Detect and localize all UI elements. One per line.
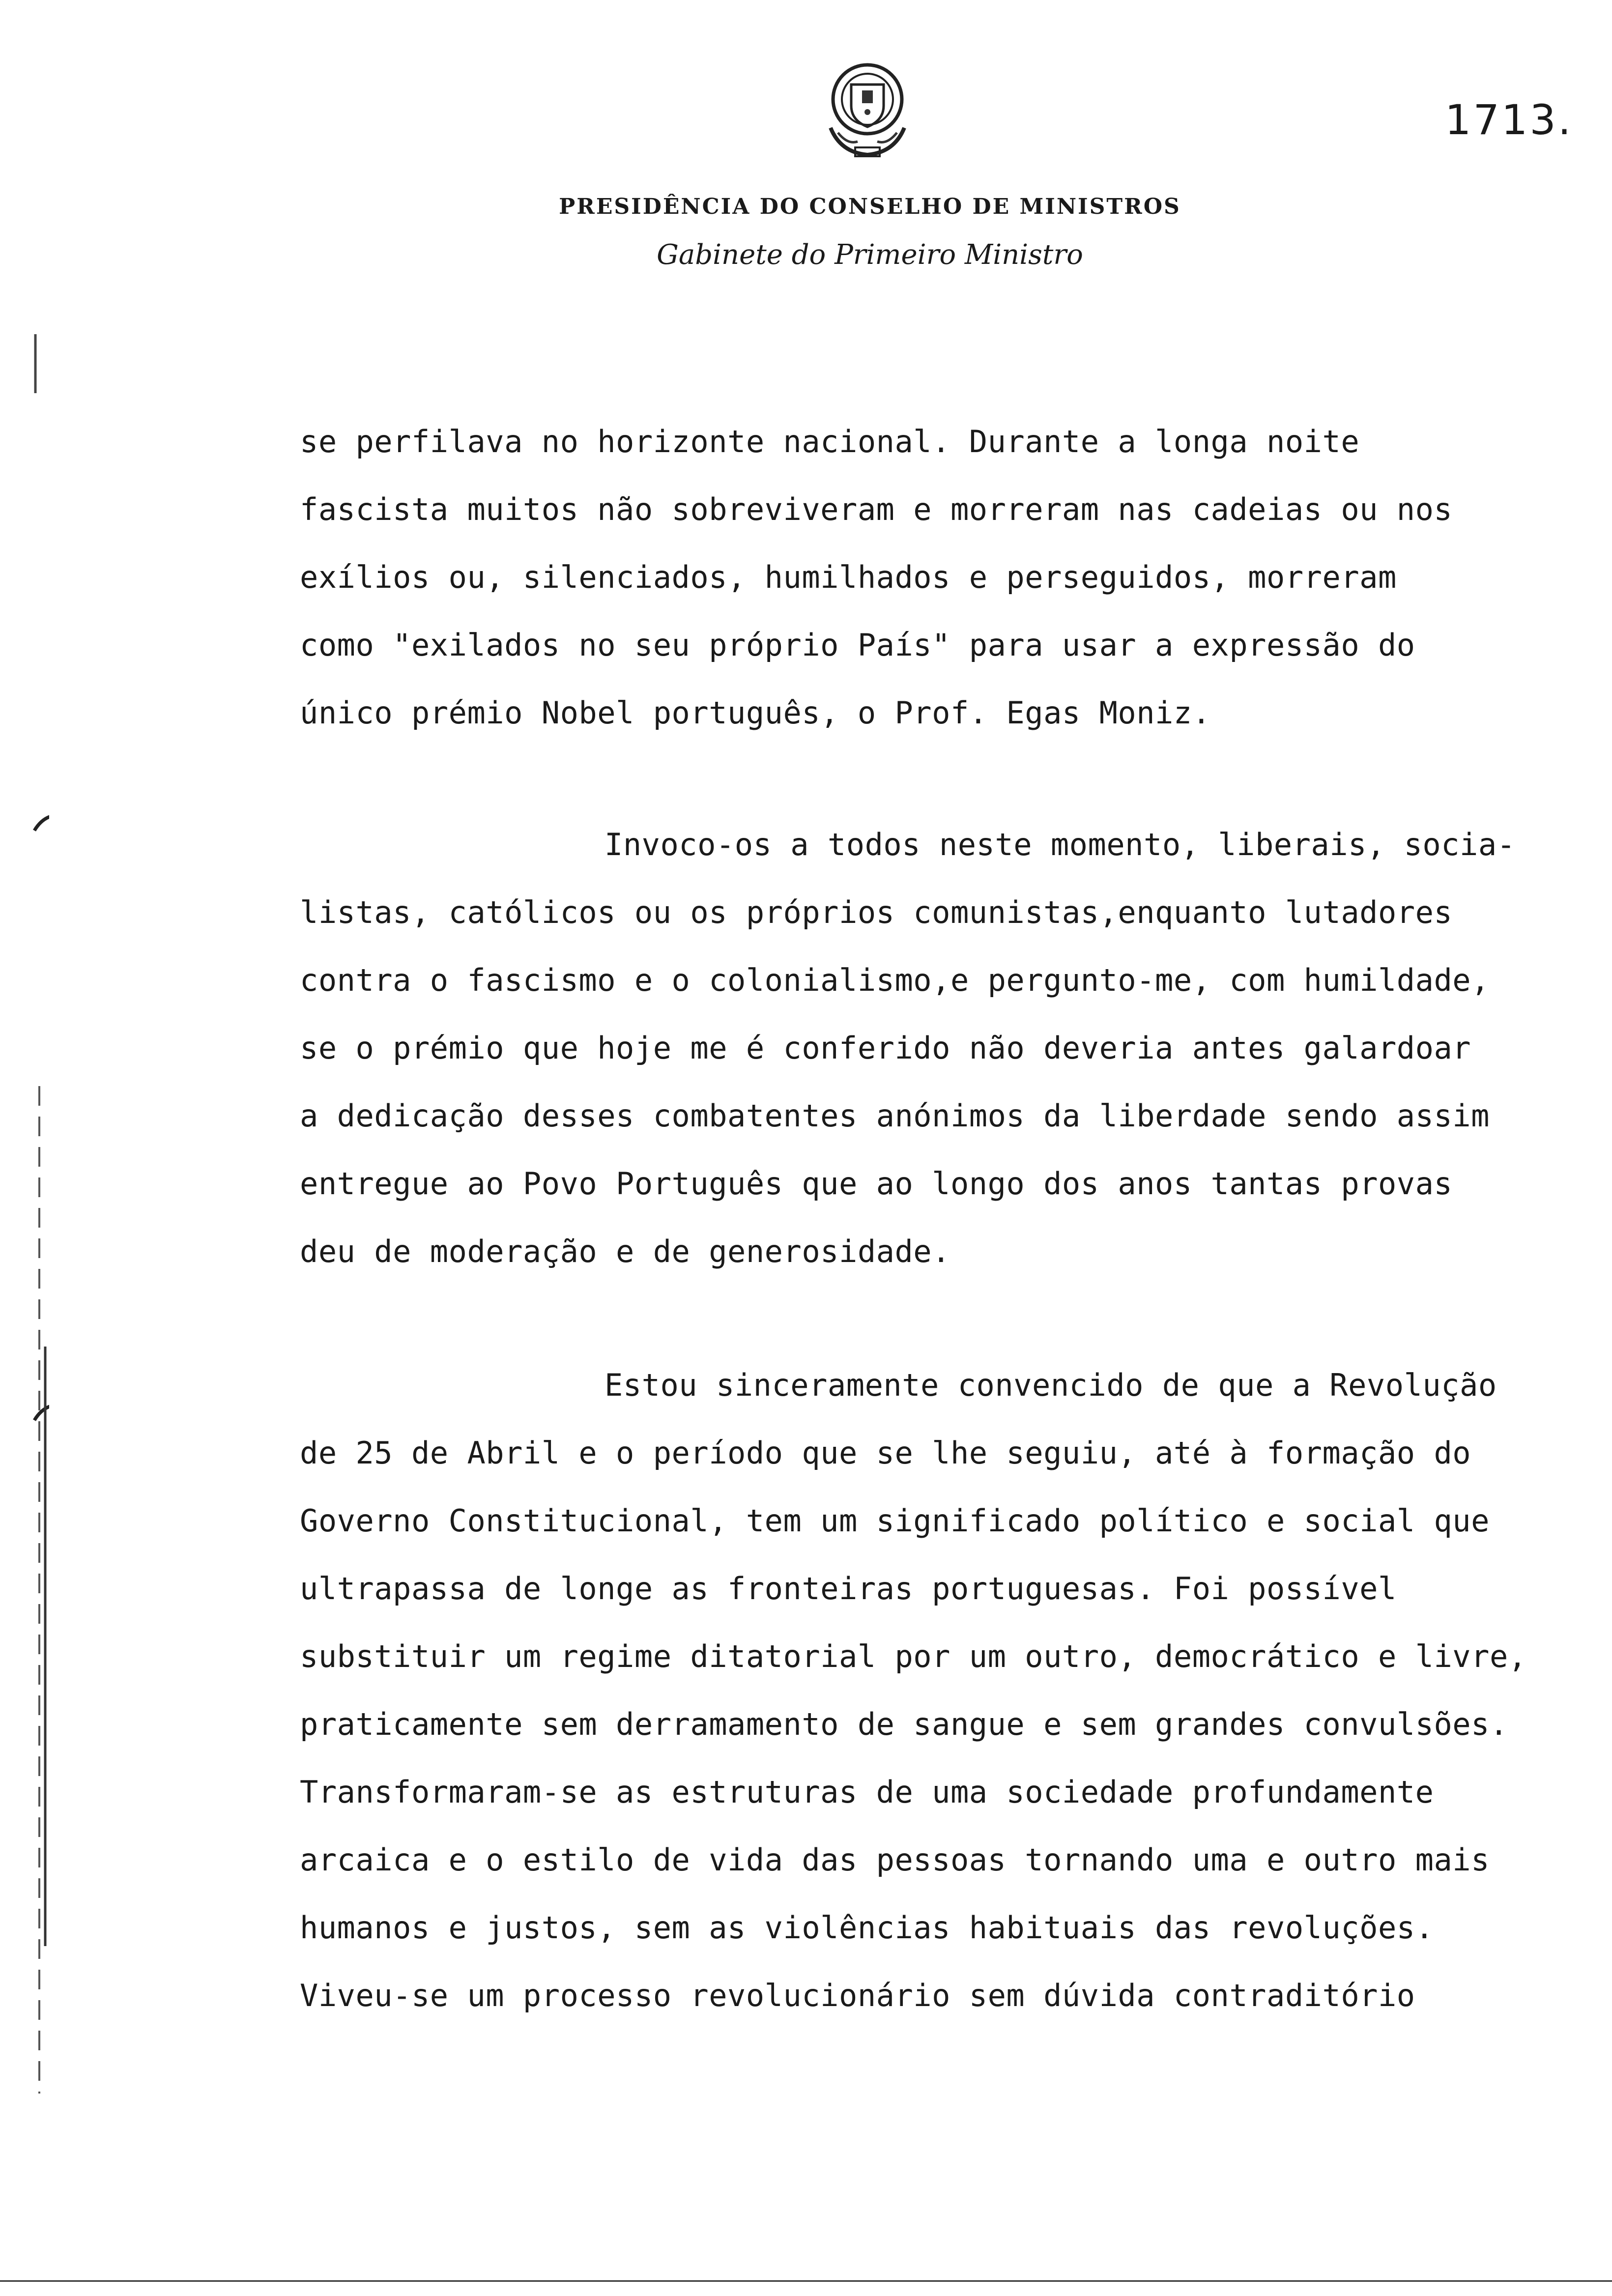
text-line: a dedicação desses combatentes anónimos da liberdade sendo assim	[300, 1098, 1490, 1134]
text-line: praticamente sem derramamento de sangue e sem grandes convulsões.	[300, 1706, 1508, 1742]
office-title: PRESIDÊNCIA DO CONSELHO DE MINISTROS	[559, 194, 1181, 219]
text-line: humanos e justos, sem as violências habituais das revoluções.	[300, 1910, 1434, 1946]
text-line: Transformaram-se as estruturas de uma sociedade profundamente	[300, 1774, 1434, 1810]
coat-of-arms-seal-icon	[811, 54, 924, 167]
text-line: ultrapassa de longe as fronteiras portuguesas. Foi possível	[300, 1571, 1397, 1607]
paragraph-1	[300, 408, 1587, 747]
text-line: Estou sinceramente convencido de que a Revolução	[604, 1367, 1497, 1403]
paragraph-3	[300, 1351, 1587, 2030]
paragraph-2	[300, 811, 1587, 1286]
text-line: deu de moderação e de generosidade.	[300, 1234, 950, 1269]
text-line: Governo Constitucional, tem um significado político e social que	[300, 1503, 1490, 1539]
text-line: Viveu-se um processo revolucionário sem dúvida contraditório	[300, 1978, 1415, 2013]
binding-hole-marks	[20, 275, 49, 2290]
text-line: fascista muitos não sobreviveram e morreram nas cadeias ou nos	[300, 491, 1453, 527]
page-number: 1713.	[1445, 96, 1573, 144]
text-line: arcaica e o estilo de vida das pessoas tornando uma e outro mais	[300, 1842, 1490, 1878]
bottom-edge-line	[0, 2280, 1612, 2282]
text-line: único prémio Nobel português, o Prof. Egas Moniz.	[300, 695, 1211, 731]
text-line: contra o fascismo e o colonialismo,e pergunto-me, com humildade,	[300, 962, 1490, 998]
text-line: como "exilados no seu próprio País" para usar a expressão do	[300, 627, 1415, 663]
text-line: listas, católicos ou os próprios comunistas,enquanto lutadores	[300, 894, 1453, 930]
text-line: exílios ou, silenciados, humilhados e perseguidos, morreram	[300, 559, 1397, 595]
office-heading	[541, 194, 1199, 271]
text-line: Invoco-os a todos neste momento, liberais, socia-	[604, 827, 1516, 862]
text-line: entregue ao Povo Português que ao longo dos anos tantas provas	[300, 1166, 1453, 1202]
text-line: substituir um regime ditatorial por um outro, democrático e livre,	[300, 1638, 1527, 1674]
text-line: se perfilava no horizonte nacional. Durante a longa noite	[300, 424, 1360, 459]
text-line: se o prémio que hoje me é conferido não deveria antes galardoar	[300, 1030, 1471, 1066]
office-subtitle: Gabinete do Primeiro Ministro	[657, 239, 1083, 271]
text-line: de 25 de Abril e o período que se lhe seguiu, até à formação do	[300, 1435, 1471, 1471]
